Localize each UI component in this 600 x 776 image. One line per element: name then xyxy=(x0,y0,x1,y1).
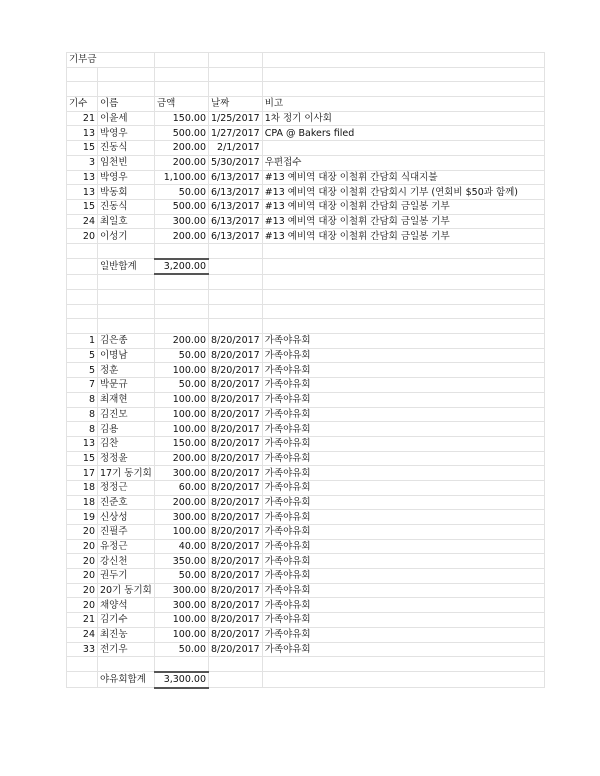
amount-cell[interactable]: 100.00 xyxy=(155,363,209,378)
total-value[interactable]: 3,300.00 xyxy=(155,672,209,688)
empty-cell[interactable] xyxy=(98,290,155,305)
header-note: 비고 xyxy=(262,97,544,112)
date-cell[interactable]: 2/1/2017 xyxy=(209,141,263,156)
date-cell[interactable]: 8/20/2017 xyxy=(209,378,263,393)
total-row xyxy=(67,672,545,688)
note-cell[interactable]: 가족야유회 xyxy=(262,495,544,510)
blank-row xyxy=(67,657,545,672)
gisu-cell[interactable]: 20 xyxy=(67,554,98,569)
table-row xyxy=(67,539,545,554)
gisu-cell[interactable]: 7 xyxy=(67,378,98,393)
date-cell[interactable]: 8/20/2017 xyxy=(209,613,263,628)
empty-cell[interactable] xyxy=(98,82,155,97)
gisu-cell[interactable]: 17 xyxy=(67,466,98,481)
gisu-cell[interactable]: 20 xyxy=(67,525,98,540)
gisu-cell[interactable]: 18 xyxy=(67,480,98,495)
amount-cell[interactable]: 100.00 xyxy=(155,613,209,628)
amount-cell[interactable]: 200.00 xyxy=(155,155,209,170)
empty-cell[interactable] xyxy=(262,319,544,334)
date-cell[interactable]: 8/20/2017 xyxy=(209,436,263,451)
note-cell[interactable]: 가족야유회 xyxy=(262,392,544,407)
note-cell[interactable]: #13 예비역 대장 이철휘 간담회 금일봉 기부 xyxy=(262,199,544,214)
note-cell[interactable] xyxy=(262,141,544,156)
table-row xyxy=(67,348,545,363)
gisu-cell[interactable]: 20 xyxy=(67,583,98,598)
date-cell[interactable]: 6/13/2017 xyxy=(209,229,263,244)
table-row xyxy=(67,583,545,598)
header-amount: 금액 xyxy=(155,97,209,112)
table-row xyxy=(67,480,545,495)
date-cell[interactable]: 1/25/2017 xyxy=(209,111,263,126)
header-gisu: 기수 xyxy=(67,97,98,112)
empty-cell[interactable] xyxy=(209,319,263,334)
blank-row xyxy=(67,304,545,319)
gisu-cell[interactable]: 24 xyxy=(67,214,98,229)
date-cell[interactable]: 8/20/2017 xyxy=(209,583,263,598)
note-cell[interactable]: 1차 정기 이사회 xyxy=(262,111,544,126)
blank-row xyxy=(67,290,545,305)
date-cell[interactable]: 8/20/2017 xyxy=(209,407,263,422)
note-cell[interactable]: #13 예비역 대장 이철휘 간담회 금일봉 기부 xyxy=(262,229,544,244)
empty-cell[interactable] xyxy=(209,672,263,688)
blank-row xyxy=(67,319,545,334)
gisu-cell[interactable]: 20 xyxy=(67,569,98,584)
gisu-cell[interactable]: 13 xyxy=(67,126,98,141)
amount-cell[interactable]: 50.00 xyxy=(155,348,209,363)
empty-cell[interactable] xyxy=(155,304,209,319)
table-row xyxy=(67,170,545,185)
note-cell[interactable]: 가족야유회 xyxy=(262,525,544,540)
table-row xyxy=(67,510,545,525)
amount-cell[interactable]: 60.00 xyxy=(155,480,209,495)
date-cell[interactable]: 8/20/2017 xyxy=(209,480,263,495)
amount-cell[interactable]: 300.00 xyxy=(155,598,209,613)
note-cell[interactable]: 가족야유회 xyxy=(262,480,544,495)
gisu-cell[interactable]: 3 xyxy=(67,155,98,170)
date-cell[interactable]: 8/20/2017 xyxy=(209,642,263,657)
amount-cell[interactable]: 500.00 xyxy=(155,199,209,214)
note-cell[interactable]: 가족야유회 xyxy=(262,642,544,657)
note-cell[interactable]: 가족야유회 xyxy=(262,569,544,584)
name-cell[interactable]: 박영우 xyxy=(98,126,155,141)
name-cell[interactable]: 김은종 xyxy=(98,334,155,349)
date-cell[interactable]: 8/20/2017 xyxy=(209,569,263,584)
table-row xyxy=(67,495,545,510)
blank-row xyxy=(67,67,545,82)
note-cell[interactable]: 가족야유회 xyxy=(262,348,544,363)
amount-cell[interactable]: 50.00 xyxy=(155,185,209,200)
empty-cell[interactable] xyxy=(262,672,544,688)
name-cell[interactable]: 전기우 xyxy=(98,642,155,657)
name-cell[interactable]: 20기 동기회 xyxy=(98,583,155,598)
note-cell[interactable]: 가족야유회 xyxy=(262,407,544,422)
amount-cell[interactable]: 50.00 xyxy=(155,569,209,584)
name-cell[interactable]: 정정윤 xyxy=(98,451,155,466)
empty-cell[interactable] xyxy=(98,274,155,289)
empty-cell[interactable] xyxy=(67,672,98,688)
date-cell[interactable]: 6/13/2017 xyxy=(209,170,263,185)
amount-cell[interactable]: 100.00 xyxy=(155,525,209,540)
date-cell[interactable]: 8/20/2017 xyxy=(209,348,263,363)
empty-cell[interactable] xyxy=(67,82,98,97)
amount-cell[interactable]: 300.00 xyxy=(155,214,209,229)
empty-cell[interactable] xyxy=(98,304,155,319)
name-cell[interactable]: 진동식 xyxy=(98,141,155,156)
empty-cell[interactable] xyxy=(67,319,98,334)
note-cell[interactable]: 가족야유회 xyxy=(262,539,544,554)
date-cell[interactable]: 8/20/2017 xyxy=(209,495,263,510)
name-cell[interactable]: 진동식 xyxy=(98,199,155,214)
table-row xyxy=(67,155,545,170)
name-cell[interactable]: 최진농 xyxy=(98,627,155,642)
total-row xyxy=(67,259,545,275)
amount-cell[interactable]: 200.00 xyxy=(155,334,209,349)
empty-cell[interactable] xyxy=(155,274,209,289)
gisu-cell[interactable]: 1 xyxy=(67,334,98,349)
empty-cell[interactable] xyxy=(155,290,209,305)
empty-cell[interactable] xyxy=(209,243,263,258)
empty-cell[interactable] xyxy=(98,319,155,334)
gisu-cell[interactable]: 21 xyxy=(67,111,98,126)
note-cell[interactable]: #13 예비역 대장 이철휘 간담회 식대지불 xyxy=(262,170,544,185)
table-row xyxy=(67,613,545,628)
name-cell[interactable]: 신상성 xyxy=(98,510,155,525)
date-cell[interactable]: 8/20/2017 xyxy=(209,466,263,481)
note-cell[interactable]: 가족야유회 xyxy=(262,554,544,569)
empty-cell[interactable] xyxy=(209,67,263,82)
empty-cell[interactable] xyxy=(262,304,544,319)
note-cell[interactable]: 가족야유회 xyxy=(262,510,544,525)
name-cell[interactable]: 박문규 xyxy=(98,378,155,393)
empty-cell[interactable] xyxy=(209,53,263,68)
date-cell[interactable]: 8/20/2017 xyxy=(209,510,263,525)
date-cell[interactable]: 5/30/2017 xyxy=(209,155,263,170)
empty-cell[interactable] xyxy=(155,82,209,97)
amount-cell[interactable]: 200.00 xyxy=(155,495,209,510)
note-cell[interactable]: 가족야유회 xyxy=(262,363,544,378)
empty-cell[interactable] xyxy=(98,657,155,672)
date-cell[interactable]: 8/20/2017 xyxy=(209,598,263,613)
table-row xyxy=(67,334,545,349)
note-cell[interactable]: 가족야유회 xyxy=(262,334,544,349)
gisu-cell[interactable]: 15 xyxy=(67,141,98,156)
name-cell[interactable]: 유정근 xyxy=(98,539,155,554)
table-row xyxy=(67,642,545,657)
table-row xyxy=(67,525,545,540)
sheet-title: 기부금 xyxy=(67,53,155,68)
empty-cell[interactable] xyxy=(155,67,209,82)
total-label: 일반합계 xyxy=(98,259,155,275)
table-row xyxy=(67,199,545,214)
empty-cell[interactable] xyxy=(67,304,98,319)
gisu-cell[interactable]: 5 xyxy=(67,348,98,363)
table-row xyxy=(67,554,545,569)
empty-cell[interactable] xyxy=(262,259,544,275)
amount-cell[interactable]: 50.00 xyxy=(155,642,209,657)
empty-cell[interactable] xyxy=(67,259,98,275)
empty-cell[interactable] xyxy=(262,53,544,68)
name-cell[interactable]: 임천빈 xyxy=(98,155,155,170)
empty-cell[interactable] xyxy=(67,290,98,305)
empty-cell[interactable] xyxy=(155,657,209,672)
name-cell[interactable]: 진준호 xyxy=(98,495,155,510)
empty-cell[interactable] xyxy=(209,274,263,289)
header-name: 이름 xyxy=(98,97,155,112)
name-cell[interactable]: 이명남 xyxy=(98,348,155,363)
date-cell[interactable]: 8/20/2017 xyxy=(209,525,263,540)
table-row xyxy=(67,214,545,229)
gisu-cell[interactable]: 15 xyxy=(67,199,98,214)
total-value[interactable]: 3,200.00 xyxy=(155,259,209,275)
gisu-cell[interactable]: 20 xyxy=(67,229,98,244)
table-row xyxy=(67,141,545,156)
name-cell[interactable]: 정훈 xyxy=(98,363,155,378)
amount-cell[interactable]: 100.00 xyxy=(155,422,209,437)
date-cell[interactable]: 8/20/2017 xyxy=(209,363,263,378)
note-cell[interactable]: 가족야유회 xyxy=(262,451,544,466)
note-cell[interactable]: CPA @ Bakers filed xyxy=(262,126,544,141)
amount-cell[interactable]: 100.00 xyxy=(155,407,209,422)
note-cell[interactable]: 가족야유회 xyxy=(262,466,544,481)
gisu-cell[interactable]: 13 xyxy=(67,185,98,200)
name-cell[interactable]: 김기수 xyxy=(98,613,155,628)
table-row xyxy=(67,569,545,584)
name-cell[interactable]: 권두기 xyxy=(98,569,155,584)
amount-cell[interactable]: 300.00 xyxy=(155,583,209,598)
empty-cell[interactable] xyxy=(67,274,98,289)
empty-cell[interactable] xyxy=(209,259,263,275)
table-row xyxy=(67,229,545,244)
date-cell[interactable]: 8/20/2017 xyxy=(209,539,263,554)
header-date: 날짜 xyxy=(209,97,263,112)
amount-cell[interactable]: 200.00 xyxy=(155,141,209,156)
date-cell[interactable]: 6/13/2017 xyxy=(209,185,263,200)
blank-row xyxy=(67,82,545,97)
gisu-cell[interactable]: 13 xyxy=(67,436,98,451)
empty-cell[interactable] xyxy=(209,304,263,319)
note-cell[interactable]: 가족야유회 xyxy=(262,613,544,628)
empty-cell[interactable] xyxy=(262,82,544,97)
empty-cell[interactable] xyxy=(155,53,209,68)
note-cell[interactable]: 가족야유회 xyxy=(262,627,544,642)
empty-cell[interactable] xyxy=(155,243,209,258)
empty-cell[interactable] xyxy=(209,290,263,305)
table-row xyxy=(67,363,545,378)
table-row xyxy=(67,466,545,481)
gisu-cell[interactable]: 19 xyxy=(67,510,98,525)
empty-cell[interactable] xyxy=(262,657,544,672)
amount-cell[interactable]: 40.00 xyxy=(155,539,209,554)
name-cell[interactable]: 정정근 xyxy=(98,480,155,495)
gisu-cell[interactable]: 20 xyxy=(67,598,98,613)
empty-cell[interactable] xyxy=(262,243,544,258)
empty-cell[interactable] xyxy=(67,67,98,82)
amount-cell[interactable]: 50.00 xyxy=(155,378,209,393)
amount-cell[interactable]: 100.00 xyxy=(155,392,209,407)
amount-cell[interactable]: 150.00 xyxy=(155,111,209,126)
date-cell[interactable]: 8/20/2017 xyxy=(209,554,263,569)
note-cell[interactable]: 가족야유회 xyxy=(262,583,544,598)
date-cell[interactable]: 8/20/2017 xyxy=(209,451,263,466)
table-row xyxy=(67,185,545,200)
name-cell[interactable]: 이윤세 xyxy=(98,111,155,126)
gisu-cell[interactable]: 5 xyxy=(67,363,98,378)
note-cell[interactable]: 가족야유회 xyxy=(262,436,544,451)
empty-cell[interactable] xyxy=(262,274,544,289)
amount-cell[interactable]: 500.00 xyxy=(155,126,209,141)
amount-cell[interactable]: 100.00 xyxy=(155,627,209,642)
table-row xyxy=(67,436,545,451)
empty-cell[interactable] xyxy=(209,657,263,672)
gisu-cell[interactable]: 21 xyxy=(67,613,98,628)
date-cell[interactable]: 8/20/2017 xyxy=(209,627,263,642)
note-cell[interactable]: 가족야유회 xyxy=(262,598,544,613)
name-cell[interactable]: 이성기 xyxy=(98,229,155,244)
empty-cell[interactable] xyxy=(98,243,155,258)
name-cell[interactable]: 최재현 xyxy=(98,392,155,407)
table-row xyxy=(67,598,545,613)
header-row xyxy=(67,97,545,112)
gisu-cell[interactable]: 24 xyxy=(67,627,98,642)
date-cell[interactable]: 6/13/2017 xyxy=(209,214,263,229)
total-label: 야유회합계 xyxy=(98,672,155,688)
title-row xyxy=(67,53,545,68)
date-cell[interactable]: 6/13/2017 xyxy=(209,199,263,214)
name-cell[interactable]: 김찬 xyxy=(98,436,155,451)
amount-cell[interactable]: 200.00 xyxy=(155,229,209,244)
donation-sheet xyxy=(66,52,545,689)
name-cell[interactable]: 김진모 xyxy=(98,407,155,422)
gisu-cell[interactable]: 33 xyxy=(67,642,98,657)
table-row xyxy=(67,126,545,141)
table-row xyxy=(67,111,545,126)
blank-row xyxy=(67,274,545,289)
note-cell[interactable]: #13 예비역 대장 이철휘 간담회 금일봉 기부 xyxy=(262,214,544,229)
note-cell[interactable]: 가족야유회 xyxy=(262,378,544,393)
name-cell[interactable]: 진필주 xyxy=(98,525,155,540)
amount-cell[interactable]: 300.00 xyxy=(155,510,209,525)
gisu-cell[interactable]: 18 xyxy=(67,495,98,510)
empty-cell[interactable] xyxy=(262,67,544,82)
table-row xyxy=(67,422,545,437)
name-cell[interactable]: 채양석 xyxy=(98,598,155,613)
name-cell[interactable]: 17기 동기회 xyxy=(98,466,155,481)
date-cell[interactable]: 8/20/2017 xyxy=(209,422,263,437)
empty-cell[interactable] xyxy=(262,290,544,305)
empty-cell[interactable] xyxy=(98,67,155,82)
date-cell[interactable]: 8/20/2017 xyxy=(209,334,263,349)
empty-cell[interactable] xyxy=(155,319,209,334)
name-cell[interactable]: 박동회 xyxy=(98,185,155,200)
table-row xyxy=(67,627,545,642)
note-cell[interactable]: 우편접수 xyxy=(262,155,544,170)
blank-row xyxy=(67,243,545,258)
empty-cell[interactable] xyxy=(67,657,98,672)
name-cell[interactable]: 최일호 xyxy=(98,214,155,229)
gisu-cell[interactable]: 8 xyxy=(67,422,98,437)
table-row xyxy=(67,451,545,466)
empty-cell[interactable] xyxy=(67,243,98,258)
gisu-cell[interactable]: 8 xyxy=(67,392,98,407)
name-cell[interactable]: 김용 xyxy=(98,422,155,437)
amount-cell[interactable]: 350.00 xyxy=(155,554,209,569)
table-row xyxy=(67,378,545,393)
gisu-cell[interactable]: 20 xyxy=(67,539,98,554)
table-row xyxy=(67,407,545,422)
name-cell[interactable]: 박영우 xyxy=(98,170,155,185)
amount-cell[interactable]: 300.00 xyxy=(155,466,209,481)
gisu-cell[interactable]: 13 xyxy=(67,170,98,185)
amount-cell[interactable]: 150.00 xyxy=(155,436,209,451)
empty-cell[interactable] xyxy=(209,82,263,97)
note-cell[interactable]: #13 예비역 대장 이철휘 간담회시 기부 (연회비 $50과 함께) xyxy=(262,185,544,200)
name-cell[interactable]: 강신천 xyxy=(98,554,155,569)
amount-cell[interactable]: 200.00 xyxy=(155,451,209,466)
table-row xyxy=(67,392,545,407)
amount-cell[interactable]: 1,100.00 xyxy=(155,170,209,185)
note-cell[interactable]: 가족야유회 xyxy=(262,422,544,437)
date-cell[interactable]: 1/27/2017 xyxy=(209,126,263,141)
gisu-cell[interactable]: 15 xyxy=(67,451,98,466)
date-cell[interactable]: 8/20/2017 xyxy=(209,392,263,407)
gisu-cell[interactable]: 8 xyxy=(67,407,98,422)
